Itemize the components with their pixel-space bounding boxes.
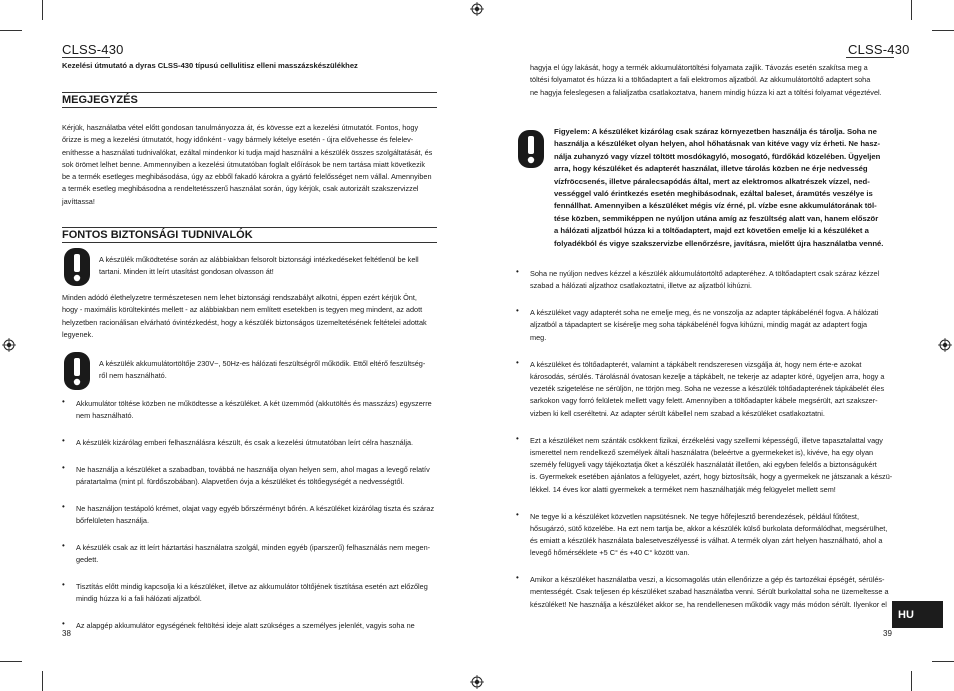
text-line: javíttassa!: [62, 196, 95, 206]
bullet-dot-icon: •: [516, 267, 519, 276]
registration-mark-icon: [470, 675, 484, 689]
text-line: Ezt a készüléket nem szánták csökkent fizikai, érzékelési vagy szellemi képességű, illetve tapasztalattal vagy: [530, 435, 883, 445]
crop-mark: [0, 661, 22, 662]
text-line: vizben ki kell cseréltetni. Az adapter sérült kábellel nem szabad a készüléket csatlakoztatni.: [530, 408, 825, 418]
text-line: személy felügyeli vagy tájékoztatja őket a készülék használatát illetően, aki egyben felelős a biztonságukért: [530, 460, 877, 470]
list-item: [530, 268, 900, 293]
text-line: A készüléket és töltőadapterét, valamint a tápkábelt rendszeresen vizsgálja át, hogy nem érte-e azokat: [530, 359, 862, 369]
bullet-dot-icon: •: [62, 436, 65, 446]
text-line: Az alapgép akkumulátor egységének feltöltési ideje alatt szükséges a személyes jelenlét, vagyis soha ne: [76, 621, 415, 631]
list-item: [530, 435, 900, 496]
text-line: a hálózati aljzatból húzza ki a töltőadaptert, majd ezt követően emelje ki a készüléket a: [554, 226, 869, 236]
text-line: használja a készüléket olyan helyen, ahol hőhatásnak van kitéve vagy víz érheti. Ne hasz-: [554, 139, 880, 149]
text-line: helyzetben racionálisan elvárható óvintézkedést, hogy a készülék biztonságos üzemeltetésének feltételei adottak: [62, 317, 427, 327]
voltage-warning-paragraph: [99, 358, 444, 383]
crop-mark: [932, 30, 954, 31]
bullet-dot-icon: •: [62, 397, 65, 406]
warning-paragraph: [99, 254, 444, 279]
list-item: [530, 359, 900, 420]
list-item: [530, 511, 900, 560]
text-line: töltési folyamatot és húzza ki a töltőadaptert a fali elektromos aljzatból. Az akkumulátortöltő adaptert soha: [530, 75, 871, 85]
bullet-dot-icon: •: [516, 433, 519, 443]
crop-mark: [911, 0, 912, 20]
text-line: hősugárzó, sütő közelébe. Ha ezt nem tartja be, akkor a készülék külső burkolata deformálódhat, megsérülhet,: [530, 523, 888, 533]
manual-subtitle: Kezelési útmutató a dyras CLSS-430 típusú cellulitisz elleni masszázskészülékhez: [62, 61, 358, 70]
text-line: nálja zuhanyzó vagy vízzel töltött mosdókagyló, mosogató, fürdőkád közelében. Ügyeljen: [554, 151, 881, 161]
charging-paragraph: [530, 62, 900, 99]
registration-mark-icon: [470, 2, 484, 16]
text-line: aljzatból a tápadaptert se kísérelje meg soha tápkábelénél fogva kihúzni, mindig magát az adaptert fogja: [530, 320, 868, 330]
registration-mark-icon: [2, 338, 16, 352]
list-item: [76, 398, 446, 423]
text-line: vezeték szigetelése ne sérüljön, ne törjön meg. Soha ne vezesse a készülék töltőadapterének tápkábelét éles: [530, 384, 885, 394]
text-line: tartani. Minden itt leírt utasítást gondosan olvasson át!: [99, 267, 274, 277]
text-line: levegő hőmérséklete +5 C° és +40 C° között van.: [530, 548, 690, 558]
text-line: Ne használjon testápoló krémet, olajat vagy egyéb bőrszérményt bőrén. A készüléket kizárólag tiszta és száraz: [76, 504, 435, 513]
text-line: A készülék kizárólag emberi felhasználásra készült, és csak a kezelési útmutatóban leírt célra használja.: [76, 438, 414, 448]
text-line: hogy - maximális körültekintés mellett - az alábbiakban nem említett esetekben is tegyen meg mindent, az adott: [62, 305, 423, 315]
notes-paragraph: [62, 122, 442, 208]
bullet-dot-icon: •: [516, 306, 519, 316]
registration-mark-icon: [938, 338, 952, 352]
text-line: bőrfelületen használja.: [76, 516, 150, 526]
section-rule: [62, 227, 437, 228]
text-line: A készülék működtetése során az alábbiakban felsorolt biztonsági intézkedéseket feltétlenül be kell: [99, 255, 419, 264]
bullet-dot-icon: •: [62, 541, 65, 551]
list-item: [76, 464, 446, 489]
text-line: Akkumulátor töltése közben ne működtesse a készüléket. A két üzemmód (akkutöltés és masszázs) egyszerre: [76, 399, 432, 408]
text-line: vízfröccsenés, illetve páralecsapódás által, mert az elektromos alkatrészek vízzel, ned-: [554, 176, 870, 186]
text-line: hagyja el úgy lakását, hogy a termék akkumulátortöltési folyamata zajlik. Távozás esetén szakítsa meg a: [530, 63, 868, 72]
text-line: Figyelem: A készüléket kizárólag csak száraz környezetben használja és tárolja. Soha ne: [554, 127, 877, 136]
text-line: sok örömet lelhet benne. Ammennyiben a kezelési útmutatóban foglalt előírások be nem tartása miatt következik: [62, 159, 426, 169]
warning-exclamation-icon: [64, 248, 90, 286]
list-item: [76, 581, 446, 606]
text-line: A készüléket vagy adapterét soha ne emelje meg, és ne vonszolja az adapter tápkábelénél fogva. A hálózati: [530, 308, 879, 318]
text-line: is. Gyermekek esetében ajánlatos a felügyelet, azért, hogy biztosítsák, hogy a gyermekek ne játszanak a készü-: [530, 472, 893, 482]
page-number: 38: [62, 629, 71, 638]
text-line: lékkel. 14 éves kor alatti gyermekek a terméket nem használhatják még felügyelet mellett sem!: [530, 484, 836, 494]
text-line: Amikor a készüléket használatba veszi, a kicsomagolás után ellenőrizze a gép és tartozékai épségét, sérülés-: [530, 575, 885, 585]
text-line: legyenek.: [62, 329, 94, 339]
text-line: Ne tegye ki a készüléket közvetlen napsütésnek. Ne tegye hőfejlesztő berendezések, például fűtőtest,: [530, 511, 859, 521]
list-item: [530, 574, 900, 611]
bullet-dot-icon: •: [62, 580, 65, 590]
text-line: Ne használja a készüléket a szabadban, továbbá ne használja olyan helyen sem, ahol magas a levegő relatív: [76, 464, 430, 474]
text-line: arra, hogy készüléket és adapterét használat, illetve tárolás közben ne érje nedvesség: [554, 164, 868, 174]
model-title: CLSS-430: [62, 42, 124, 57]
text-line: gedett.: [76, 555, 99, 565]
bullet-dot-icon: •: [516, 357, 519, 367]
crop-mark: [932, 661, 954, 662]
intro-paragraph: [62, 292, 442, 341]
list-item: [76, 503, 446, 528]
bullet-dot-icon: •: [62, 619, 65, 629]
text-line: ismerettel nem rendelkező személyek általi használatra (beleértve a gyermekeket is), kivéve, ha egy olyan: [530, 447, 874, 457]
text-line: Kérjük, használatba vétel előtt gondosan tanulmányozza át, és kövesse ezt a kezelési útmutatót. Fontos, hogy: [62, 123, 419, 132]
text-line: fennállhat. Amennyiben a készüléket mégis víz érné, pl. vízbe esne akkumulátorának töl-: [554, 201, 877, 211]
safety-heading: FONTOS BIZTONSÁGI TUDNIVALÓK: [62, 229, 253, 241]
text-line: ről nem használható.: [99, 371, 167, 381]
warning-exclamation-icon: [518, 130, 544, 168]
text-line: Minden adódó élethelyzetre természetesen nem lehet biztonsági rendszabályt alkotni, éppen ezért kérjük Önt,: [62, 293, 417, 302]
crop-mark: [911, 671, 912, 691]
text-line: A készülék csak az itt leírt háztartási használatra szolgál, minden egyéb (iparszerű) felhasználás nem megen-: [76, 543, 431, 553]
text-line: páratartalma (mint pl. fürdőszobában). Alapvetően óvja a készüléket és töltőegységét a nedvességtől.: [76, 477, 405, 487]
crop-mark: [42, 671, 43, 691]
text-line: a termék esetleg meghibásodna a rendeltetésszerű használat során, úgy kérjük, csak autorizált szakszervizzel: [62, 184, 419, 194]
bullet-dot-icon: •: [516, 509, 519, 519]
text-line: nem használható.: [76, 411, 134, 421]
section-rule: [62, 92, 437, 93]
text-line: készüléket! Ne használja a készüléket akkor se, ha rendellenesen működik vagy más módon sérült. Ilyenkor el: [530, 599, 887, 609]
bullet-dot-icon: •: [516, 573, 519, 583]
text-line: ne hagyja feleslegesen a falialjzatba csatlakoztatva, hanem mindig húzza ki azt a töltési folyamat végeztével.: [530, 87, 882, 97]
title-underline: [846, 57, 894, 58]
list-item: [76, 437, 446, 449]
notes-heading: MEGJEGYZÉS: [62, 94, 138, 106]
crop-mark: [42, 0, 43, 20]
list-item: [76, 620, 446, 632]
page-number: 39: [883, 629, 892, 638]
text-line: vességgel való érintkezés esetén meghibásodnak, ezáltal baleset, áramütés veszélye is: [554, 189, 873, 199]
text-line: szabad a hálózati aljzathoz csatlakoztatni, illetve az aljzatból kihúzni.: [530, 281, 752, 291]
text-line: mindig húzza ki a fali hálózati aljzatból.: [76, 594, 202, 604]
model-title: CLSS-430: [848, 42, 910, 57]
section-rule: [62, 242, 437, 243]
crop-mark: [0, 30, 22, 31]
list-item: [76, 542, 446, 567]
title-underline: [62, 57, 110, 58]
text-line: folyadékból és vigye szakszervizbe ellenőrzésre, javításra, mielőtt újra használatba venné.: [554, 238, 884, 248]
text-line: és emiatt a készülék használata balesetveszélyessé is válhat. A termék olyan zárt helyen használható, ahol a: [530, 536, 883, 546]
language-tab: HU: [892, 601, 943, 628]
text-line: sarkokon vagy forró felületek mellett vagy felett. Amennyiben a töltőadapter kábele megsérült, azt szakszer-: [530, 396, 878, 406]
text-line: be a termék esetleges meghibásodása, úgy az ebből fakadó károkra a gyártó felelősséget nem vállal. Amennyiben: [62, 172, 432, 182]
text-line: Tisztítás előtt mindig kapcsolja ki a készüléket, illetve az akkumulátor töltőjének tisztítása esetén azt előzőleg: [76, 582, 428, 592]
text-line: mentességét. Csak teljesen ép készüléket szabad használatba venni. Sérült burkolattal soha ne üzemeltesse a: [530, 587, 889, 597]
section-rule: [62, 107, 437, 108]
bullet-dot-icon: •: [62, 502, 65, 511]
text-line: tése közben, semmiképpen ne nyúljon utána amíg az feszültség alatt van, hanem először: [554, 213, 879, 223]
text-line: őrizze is meg a kezelési útmutatót, hogy időnként - vagy bármely kételye esetén - újra elővehesse és felelev-: [62, 135, 414, 145]
text-line: meg.: [530, 332, 547, 342]
list-item: [530, 307, 900, 344]
text-line: eníthesse a használati tudnivalókat, ezáltal mindenkor ki tudja majd használni a készülék összes szolgáltatását, és: [62, 147, 433, 157]
moisture-warning-paragraph: [554, 126, 899, 250]
text-line: károsodás, sérülés. Tárolásnál óvatosan kezelje a tápkábelt, ne tekerje az adapter köré, ügyeljen arra, hogy a: [530, 371, 885, 381]
text-line: A készülék akkumulátortöltője 230V~, 50Hz-es hálózati feszültségről működik. Ettől eltérő feszültség-: [99, 359, 426, 368]
warning-exclamation-icon: [64, 352, 90, 390]
bullet-dot-icon: •: [62, 462, 65, 472]
text-line: Soha ne nyúljon nedves kézzel a készülék akkumulátortöltő adapteréhez. A töltőadaptert csak száraz kézzel: [530, 269, 880, 278]
